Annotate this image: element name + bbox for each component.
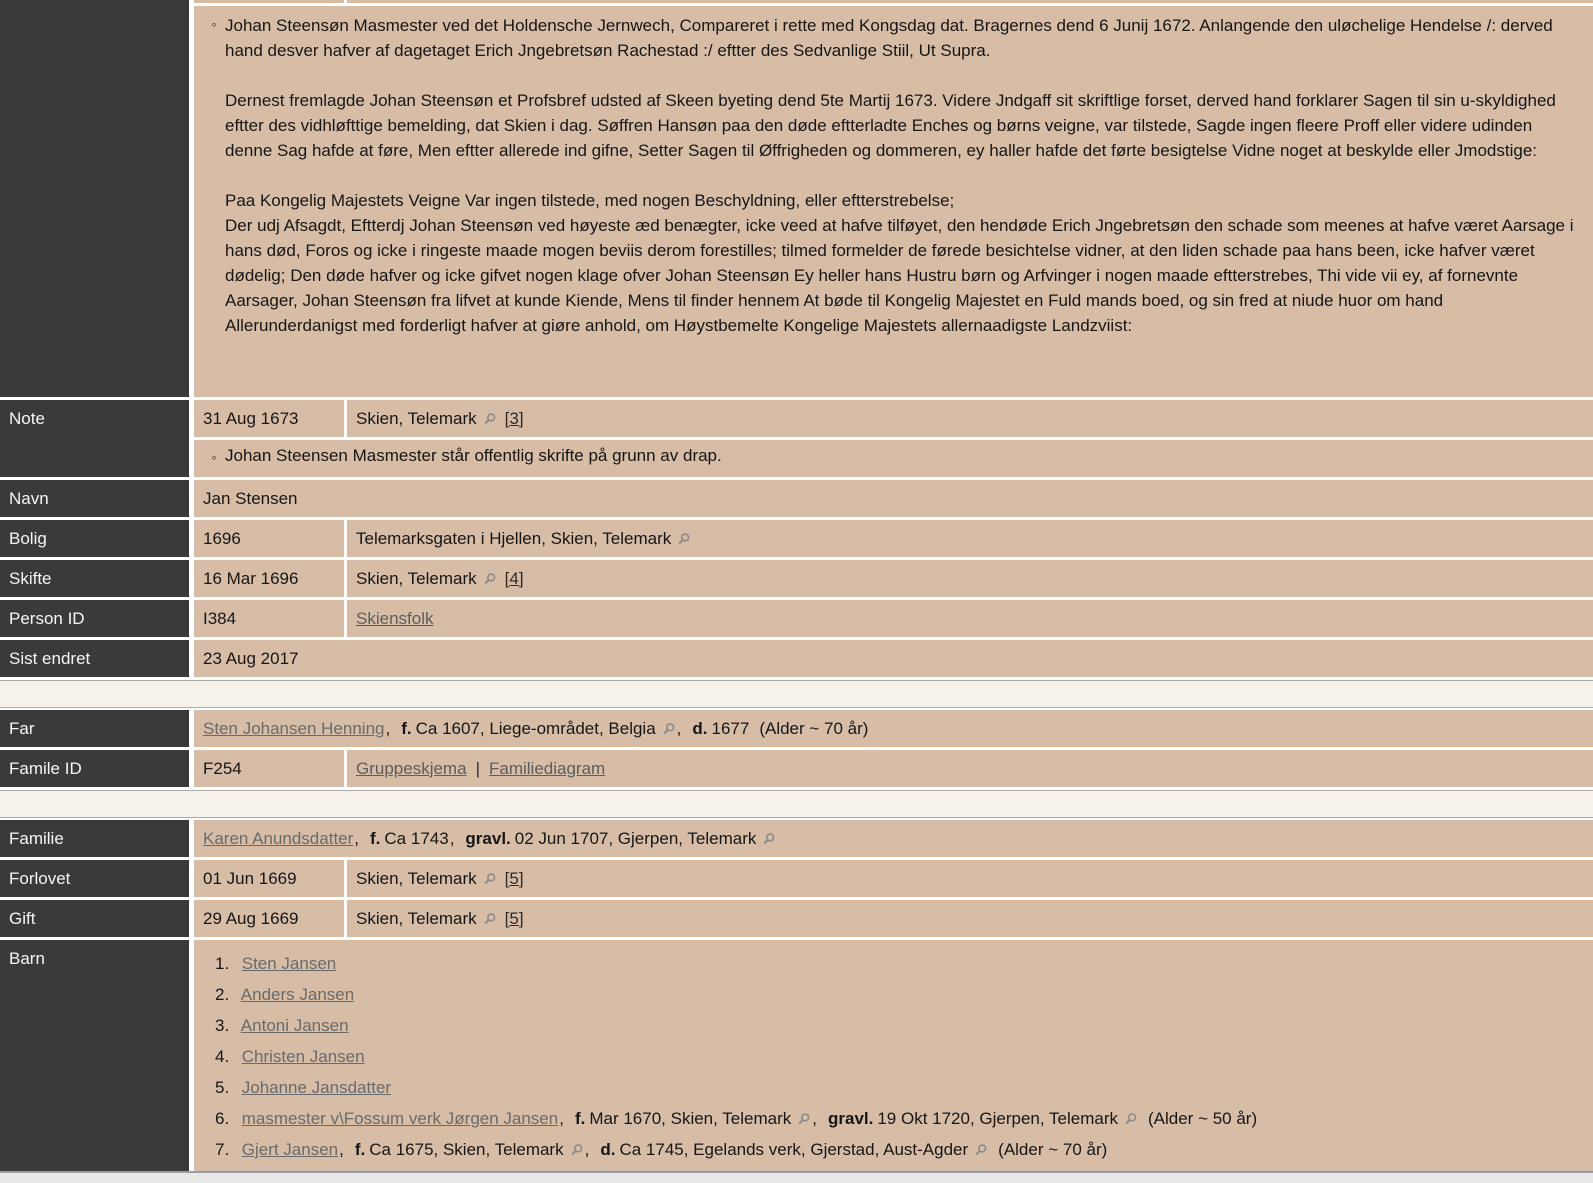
children-label: Barn [0,940,189,1171]
age-text: (Alder ~ 70 år) [759,718,869,738]
death-label: d. [600,1140,616,1159]
probate-date-cell [194,560,344,597]
age-text: (Alder ~ 50 år) [1148,1109,1258,1128]
note-date-cell [194,400,344,437]
person-id-row-group [0,600,1593,637]
note-paragraph: Johan Steensøn Masmester ved det Holdensche Jernwech, Compareret i rette med Kongsdag dat. Bragernes dend 6 Junij 1672. Anlangende den uløchelige Hendelse /: derved hand desver hafver af dagetaget Erich Jngebretsøn Rachestad :/ eftter des Sedvanlige Stiil, Ut Supra. [225,16,1553,60]
engaged-place-cell [347,860,1593,897]
source-citation-link[interactable]: [3] [504,408,524,428]
probate-row-group [0,560,1593,597]
married-label: Gift [0,900,189,937]
bullet-icon: ◦ [211,16,217,32]
find-icon[interactable] [797,1112,811,1126]
burial-label: gravl. [465,828,511,848]
person-id-row [194,600,1593,637]
probate-row [194,560,1593,597]
last-modified-label: Sist endret [0,640,189,677]
married-date: 29 Aug 1669 [203,908,299,928]
tree-link-cell [347,600,1593,637]
spouse-row-group [0,820,1593,857]
children-list [194,940,1593,1171]
child-number: 7. [215,1140,230,1159]
note-paragraph: Dernest fremlagde Johan Steensøn et Profsbref udsted af Skeen byeting dend 5te Martij 1673. Videre Jndgaff sit skriftlige forset, derved hand forklarer Sagen til sin u-skyldighed eftter des vidhløfttige bemelding, dat Skien i dag. Søffren Hansøn paa den døde eftterladte Enches og børns veigne, var tilstede, Sagde ingen fleere Proff eller videre udinden denne Sag hafde at føre, Men eftter allerede ind gifne, Setter Sagen til Øffrigheden og dommeren, ey haller hafde det førte besigtelse Vidne noget at beskylde eller Jmodstige: [225,91,1556,160]
residence-label: Bolig [0,520,189,557]
find-icon[interactable] [974,1143,988,1157]
find-icon[interactable] [677,532,691,546]
page-bottom-edge [0,1171,1593,1183]
person-id-value: I384 [203,608,237,628]
child-number: 3. [215,1016,230,1035]
name-value: Jan Stensen [203,488,298,508]
birth-detail: Ca 1675, Skien, Telemark [369,1140,564,1159]
source-citation-link[interactable]: [5] [504,908,524,928]
probate-date: 16 Mar 1696 [203,568,299,588]
note-sub-row [194,440,1593,477]
children-row-group [0,940,1593,1171]
married-row [194,900,1593,937]
birth-label: f. [354,1140,366,1159]
note-place: Skien, Telemark [356,408,477,428]
note-row-group [0,400,1593,477]
death-label: d. [692,718,708,738]
person-id-label: Person ID [0,600,189,637]
engaged-row-group [0,860,1593,897]
last-modified-cell [194,640,1593,677]
name-label: Navn [0,480,189,517]
person-link[interactable]: Karen Anundsdatter [203,828,354,848]
engaged-row [194,860,1593,897]
family-id-row-group [0,750,1593,787]
person-link[interactable]: Sten Johansen Henning [203,718,385,738]
family-id-label: Famile ID [0,750,189,787]
probate-label: Skifte [0,560,189,597]
age-text: (Alder ~ 70 år) [998,1140,1108,1159]
engaged-date-cell [194,860,344,897]
death-detail: 19 Okt 1720, Gjerpen, Telemark [877,1109,1118,1128]
probate-place: Skien, Telemark [356,568,477,588]
death-label: gravl. [827,1109,874,1128]
probate-place-cell [347,560,1593,597]
section-divider [0,790,1593,818]
find-icon[interactable] [483,572,497,586]
note-text [225,13,1579,338]
spouse-label: Familie [0,820,189,857]
family-id-value-cell [194,750,344,787]
married-place-cell [347,900,1593,937]
spouse-cell: Karen Anundsdatter , f. Ca 1743 , gravl. 02 Jun 1707, Gjerpen, Telemark [194,820,1593,857]
find-icon[interactable] [1124,1112,1138,1126]
note-date: 31 Aug 1673 [203,408,299,428]
person-link[interactable]: Anders Jansen [240,985,355,1004]
child-list-item [215,979,1583,1010]
notes-row-group [0,0,1593,397]
father-row-group [0,710,1593,747]
find-icon[interactable] [570,1143,584,1157]
previous-row-remnant [194,0,1593,3]
death-detail: Ca 1745, Egelands verk, Gjerstad, Aust-Agder [619,1140,969,1159]
married-row-group [0,900,1593,937]
name-row-group [0,480,1593,517]
person-link[interactable]: masmester v\Fossum verk Jørgen Jansen [241,1109,559,1128]
residence-row-group [0,520,1593,557]
find-icon[interactable] [762,832,776,846]
find-icon[interactable] [483,912,497,926]
find-icon[interactable] [483,872,497,886]
residence-date-cell [194,520,344,557]
person-link[interactable]: Christen Jansen [241,1047,365,1066]
residence-place-cell [347,520,1593,557]
death-detail: 1677 [711,718,750,738]
tree-link[interactable]: Skiensfolk [356,608,434,628]
person-link[interactable]: Antoni Jansen [240,1016,349,1035]
burial-detail: 02 Jun 1707, Gjerpen, Telemark [514,828,757,848]
engaged-label: Forlovet [0,860,189,897]
person-link[interactable]: Sten Jansen [241,954,337,973]
birth-label: f. [574,1109,586,1128]
family-id-value: F254 [203,758,242,778]
notes-label-cell [0,0,189,397]
source-citation-link[interactable]: [4] [504,568,524,588]
bullet-icon: ◦ [211,449,217,465]
father-label: Far [0,710,189,747]
child-number: 1. [215,954,230,973]
last-modified-value: 23 Aug 2017 [203,648,299,668]
child-list-item [215,1010,1583,1041]
residence-place: Telemarksgaten i Hjellen, Skien, Telemark [356,528,672,548]
residence-date: 1696 [203,528,241,548]
section-divider [0,680,1593,708]
find-icon[interactable] [662,722,676,736]
birth-label: f. [370,828,381,848]
father-cell: Sten Johansen Henning , f. Ca 1607, Liege-området, Belgia , d. 1677 (Alder ~ 70 år) [194,710,1593,747]
group-sheet-link[interactable]: Gruppeskjema [356,758,467,778]
child-list-item [215,948,1583,979]
note-paragraph: Paa Kongelig Majestets Veigne Var ingen tilstede, med nogen Beschyldning, eller eftterstrebelse; [225,191,955,210]
birth-label: f. [401,718,412,738]
married-place: Skien, Telemark [356,908,477,928]
person-link[interactable]: Gjert Jansen [241,1140,339,1159]
birth-detail: Ca 1743 [384,828,449,848]
engaged-date: 01 Jun 1669 [203,868,297,888]
person-id-value-cell [194,600,344,637]
family-chart-link[interactable]: Familiediagram [488,758,606,778]
child-number: 6. [215,1109,230,1128]
engaged-place: Skien, Telemark [356,868,477,888]
child-list-item: 7. Gjert Jansen, f. Ca 1675, Skien, Telemark , d. Ca 1745, Egelands verk, Gjerstad, Aust-Agder (Alder ~ 70 år) [215,1134,1583,1165]
child-list-item [215,1041,1583,1072]
note-place-cell [347,400,1593,437]
married-date-cell [194,900,344,937]
child-number: 2. [215,985,230,1004]
source-citation-link[interactable]: [5] [504,868,524,888]
residence-row [194,520,1593,557]
family-id-row [194,750,1593,787]
birth-detail: Mar 1670, Skien, Telemark [589,1109,792,1128]
note-sub-text: Johan Steensen Masmester står offentlig skrifte på grunn av drap. [225,446,722,465]
note-paragraph: Der udj Afsagdt, Eftterdj Johan Steensøn ved høyeste æd benægter, icke veed at hafve tilføyet, den hendøde Erich Jngebretsøn den schade som meenes at hafve været Aarsage i hans død, Foros og icke i ringeste maade mogen beviis derom forestilles; tilmed formelder de førede besichtelse vidner, at den liden schade paa hans been, icke hafver været dødelig; Den døde hafver og icke gifvet nogen klage ofver Johan Steensøn Ey heller hans Hustru børn og Arfvinger i nogen maade eftterstrebes, Thi vide vii ey, af fornevnte Aarsager, Johan Steensøn fra lifvet at kunde Kiende, Mens til finder hennem At bøde til Kongelig Majestet en Fuld mands boed, og sin fred at niude huor om hand Allerunderdanigst med forderligt hafver at giøre anhold, om Høystbemelte Kongelige Majestets allernaadigste Landzviist: [225,216,1574,335]
note-event-row [194,400,1593,437]
child-number: 4. [215,1047,230,1066]
family-links-cell: Gruppeskjema | Familiediagram [347,750,1593,787]
name-value-cell [194,480,1593,517]
child-number: 5. [215,1078,230,1097]
note-label: Note [0,400,189,477]
note-item [203,13,1579,338]
notes-cell [194,6,1593,397]
last-modified-row-group [0,640,1593,677]
child-list-item: 6. masmester v\Fossum verk Jørgen Jansen, f. Mar 1670, Skien, Telemark , gravl. 19 Okt 1720, Gjerpen, Telemark (Alder ~ 50 år) [215,1103,1583,1134]
person-link[interactable]: Johanne Jansdatter [241,1078,392,1097]
birth-detail: Ca 1607, Liege-området, Belgia [415,718,656,738]
child-list-item [215,1072,1583,1103]
find-icon[interactable] [483,412,497,426]
